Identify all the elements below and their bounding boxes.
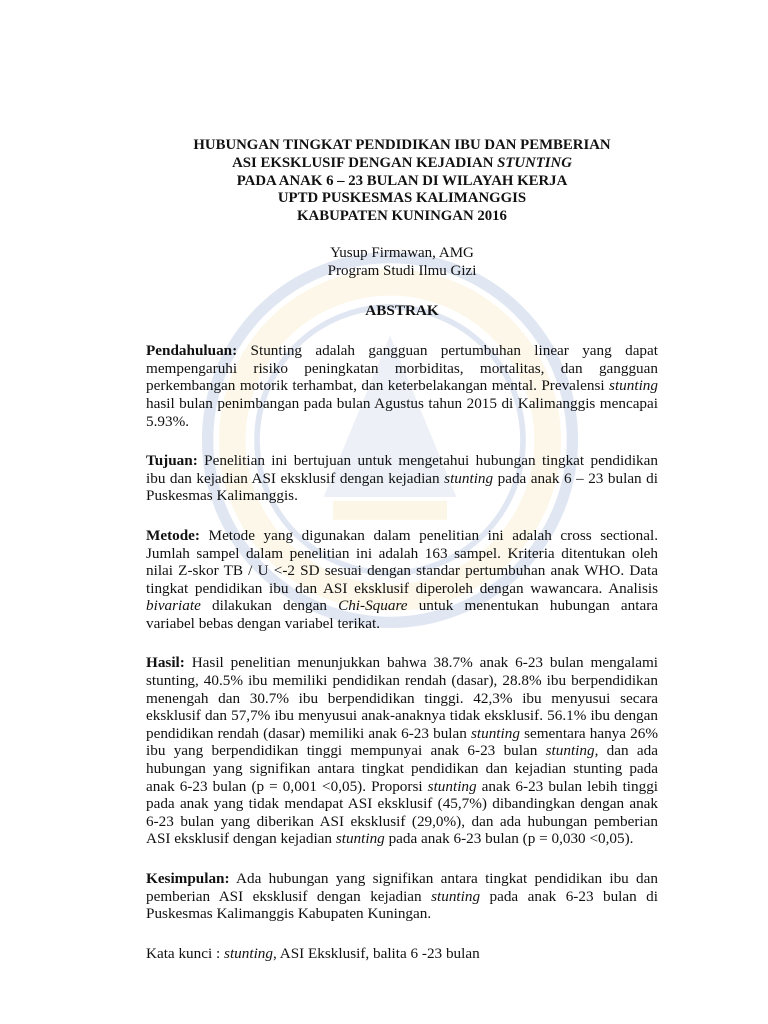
author-program: Program Studi Ilmu Gizi	[327, 262, 477, 279]
title-line-1: HUBUNGAN TINGKAT PENDIDIKAN IBU DAN PEMBERIAN	[193, 137, 611, 153]
author-name: Yusup Firmawan, AMG	[330, 244, 474, 261]
section-metode: Metode: Metode yang digunakan dalam penelitian ini adalah cross sectional. Jumlah sampel dalam penelitian ini adalah 163 sampel. Kriteria ditentukan oleh nilai Z-skor TB / U <-2 SD sesuai dengan standar pertumbuhan anak WHO. Data tingkat pendidikan ibu dan ASI eksklusif diperoleh dengan wawancara. Analisis bivariate dilakukan dengan Chi-Square untuk menentukan hubungan antara variabel bebas dengan variabel terikat.	[146, 526, 658, 632]
keywords: Kata kunci : stunting, ASI Eksklusif, balita 6 -23 bulan	[146, 944, 480, 962]
title-line-3: PADA ANAK 6 – 23 BULAN DI WILAYAH KERJA	[236, 172, 568, 189]
paper-title	[146, 137, 658, 226]
title-line-5: KABUPATEN KUNINGAN 2016	[297, 208, 507, 225]
title-line-4: UPTD PUSKESMAS KALIMANGGIS	[277, 190, 527, 207]
abstract-heading: ABSTRAK	[365, 301, 439, 319]
section-pendahuluan: Pendahuluan: Stunting adalah gangguan pertumbuhan linear yang dapat mempengaruhi risiko peningkatan morbiditas, mortalitas, dan gangguan perkembangan motorik terhambat, dan keterbelakangan mental. Prevalensi stunting hasil bulan penimbangan pada bulan Agustus tahun 2015 di Kalimanggis mencapai 5.93%.	[146, 342, 658, 430]
section-hasil: Hasil: Hasil penelitian menunjukkan bahwa 38.7% anak 6-23 bulan mengalami stunting, 40.5% ibu memiliki pendidikan rendah (dasar), 28.8% ibu berpendidikan menengah dan 30.7% ibu berpendidikan tinggi. 42,3% ibu menyusui secara eksklusif dan 57,7% ibu menyusui anak-anaknya tidak eksklusif. 56.1% ibu dengan pendidikan rendah (dasar) memiliki anak 6-23 bulan stunting sementara hanya 26% ibu yang berpendidikan tinggi mempunyai anak 6-23 bulan stunting, dan ada hubungan yang signifikan antara tingkat pendidikan dan kejadian stunting pada anak 6-23 bulan (p = 0,001 <0,05). Proporsi stunting anak 6-23 bulan lebih tinggi pada anak yang tidak mendapat ASI eksklusif (45,7%) dibandingkan dengan anak 6-23 bulan yang diberikan ASI eksklusif (29,0%), dan ada hubungan pemberian ASI eksklusif dengan kejadian stunting pada anak 6-23 bulan (p = 0,030 <0,05).	[146, 654, 659, 848]
section-tujuan: Tujuan: Penelitian ini bertujuan untuk mengetahui hubungan tingkat pendidikan ibu dan kejadian ASI eksklusif dengan kejadian stunting pada anak 6 – 23 bulan di Puskesmas Kalimanggis.	[146, 452, 658, 505]
section-kesimpulan: Kesimpulan: Ada hubungan yang signifikan antara tingkat pendidikan ibu dan pemberian ASI eksklusif dengan kejadian stunting pada anak 6-23 bulan di Puskesmas Kalimanggis Kabupaten Kuningan.	[146, 870, 658, 923]
title-line-2: ASI EKSKLUSIF DENGAN KEJADIAN STUNTING	[232, 154, 572, 171]
author-block	[146, 245, 658, 281]
abstract-page	[146, 137, 658, 962]
